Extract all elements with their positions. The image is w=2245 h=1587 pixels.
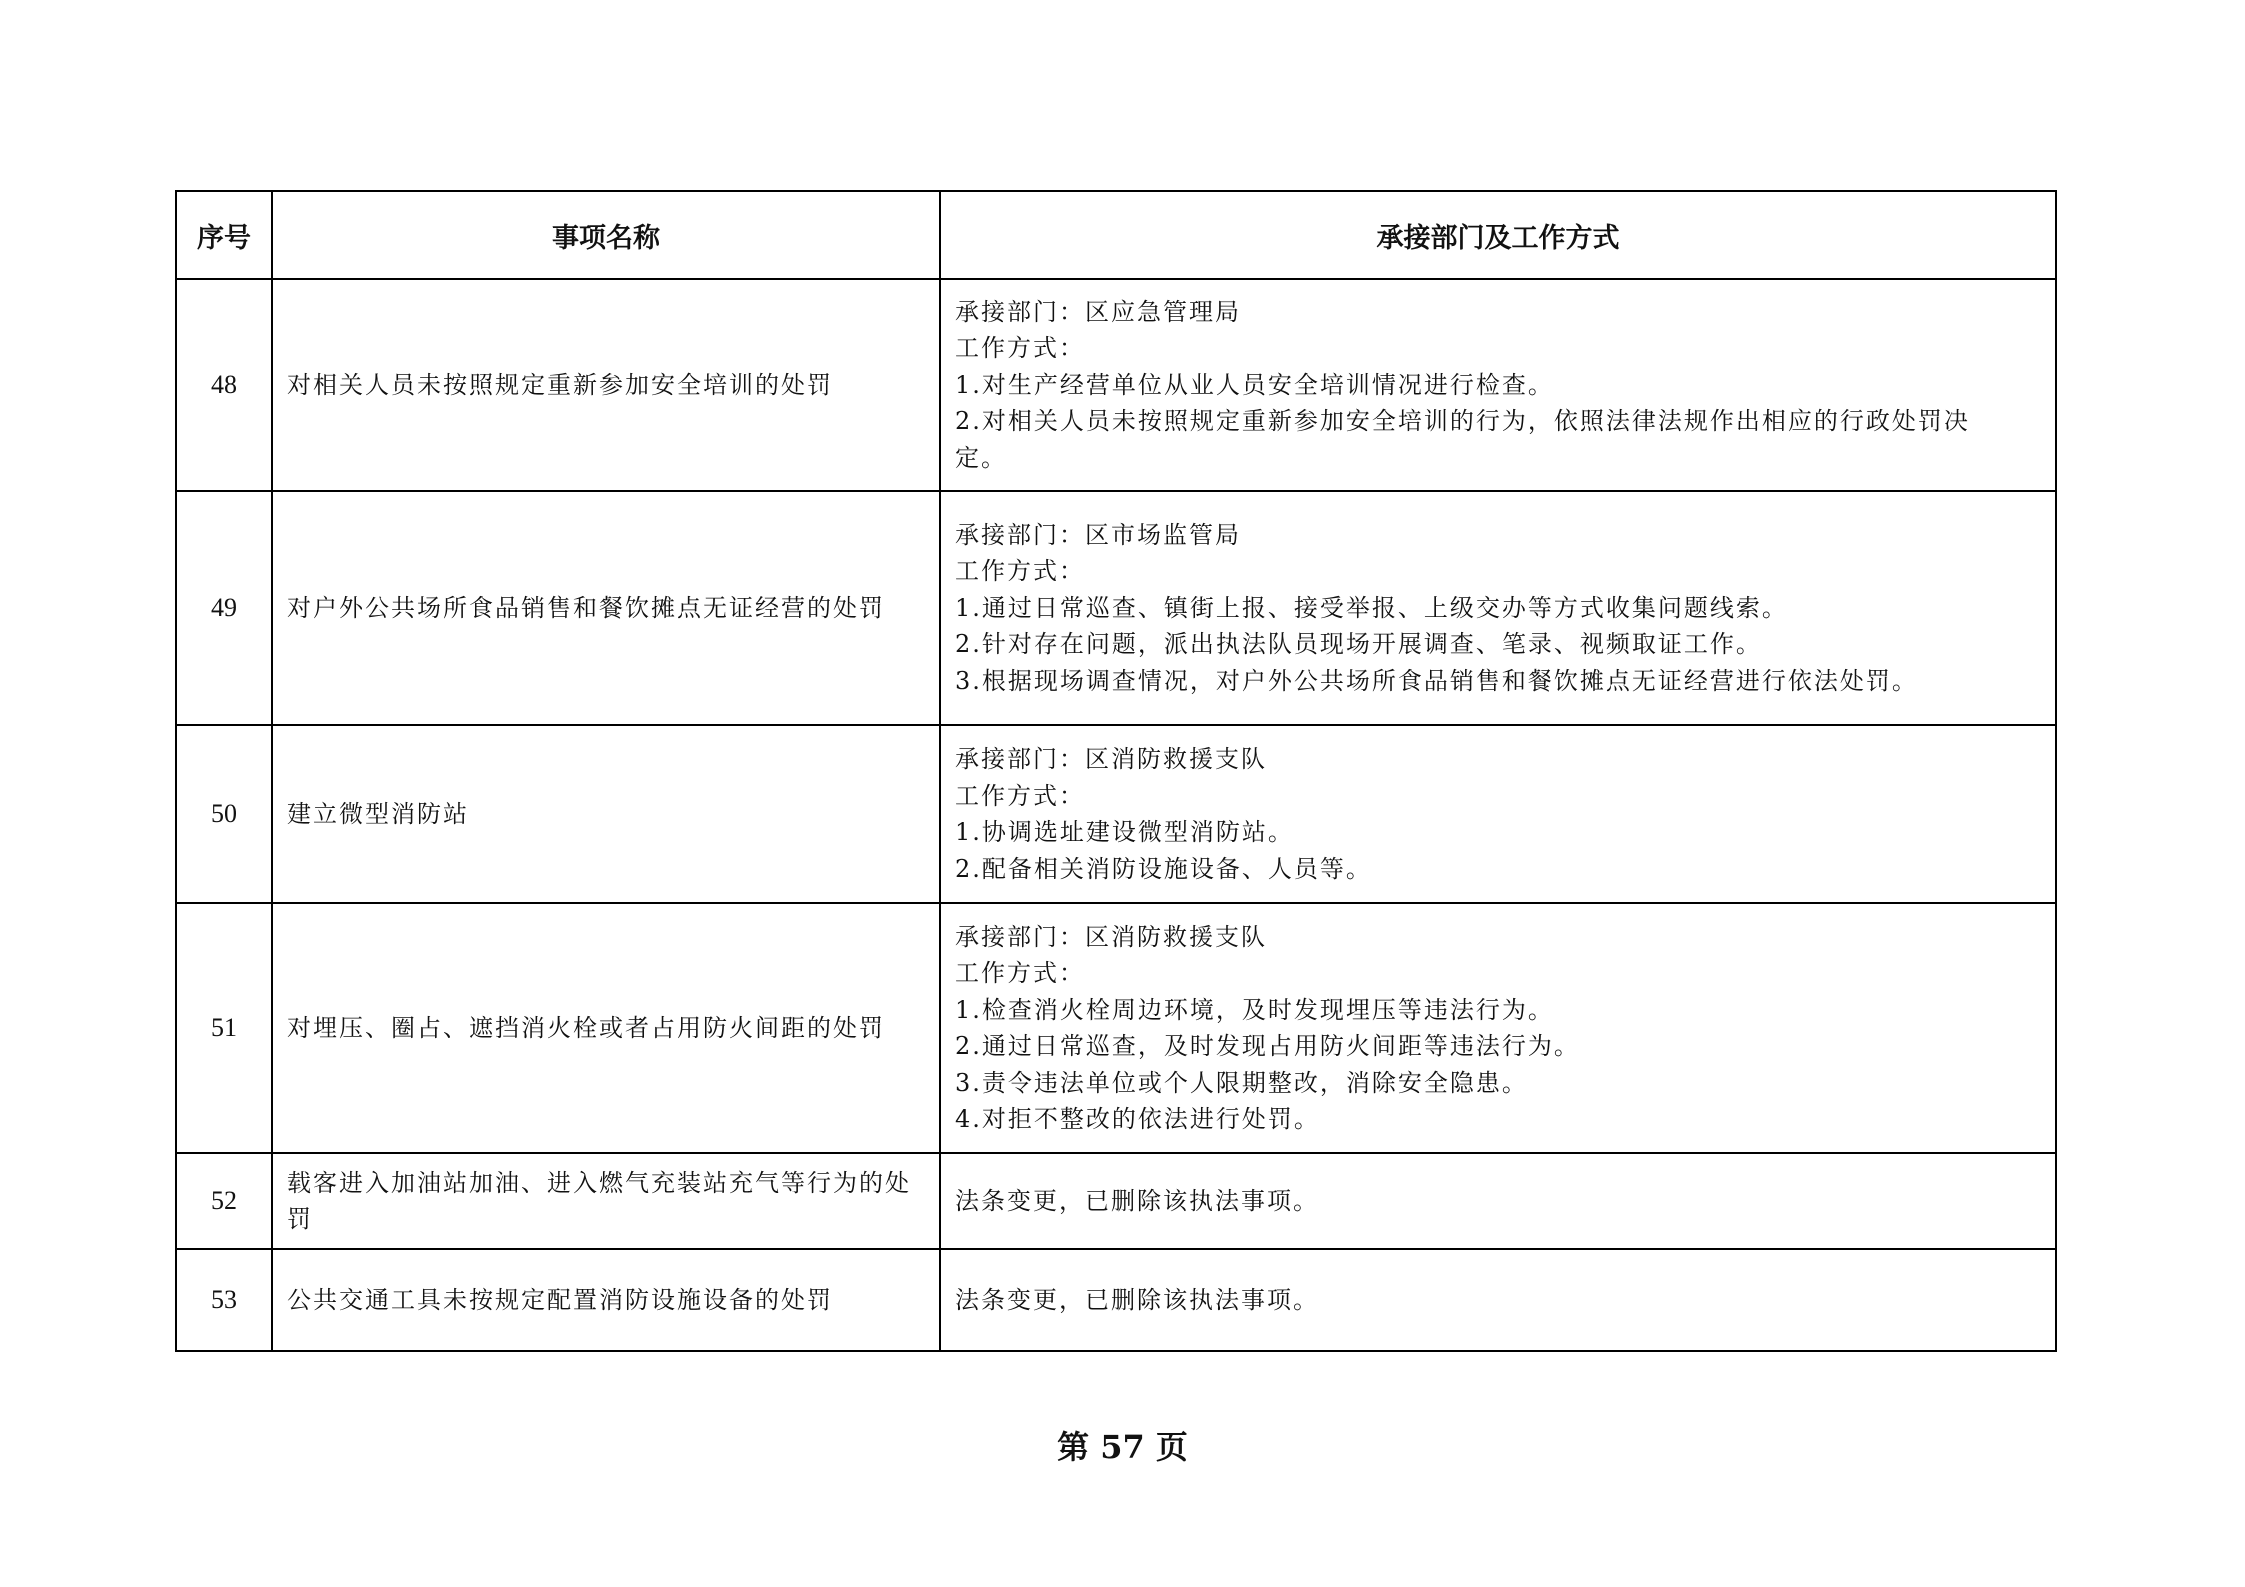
table-row bbox=[176, 725, 2056, 903]
row-serial-number: 53 bbox=[176, 1249, 272, 1351]
row-department-and-method bbox=[940, 1153, 2056, 1249]
row-item-name: 建立微型消防站 bbox=[272, 725, 940, 903]
table-row bbox=[176, 491, 2056, 725]
row-serial-number: 48 bbox=[176, 279, 272, 491]
text-line: 工作方式： bbox=[955, 334, 1085, 363]
text-line: 3.根据现场调查情况，对户外公共场所食品销售和餐饮摊点无证经营进行依法处罚。 bbox=[955, 666, 1918, 695]
row-serial-number: 50 bbox=[176, 725, 272, 903]
row-item-name: 对户外公共场所食品销售和餐饮摊点无证经营的处罚 bbox=[272, 491, 940, 725]
text-line: 3.责令违法单位或个人限期整改，消除安全隐患。 bbox=[955, 1068, 1528, 1097]
text-line: 承接部门：区应急管理局 bbox=[955, 297, 1241, 326]
table-row bbox=[176, 1249, 2056, 1351]
table-row bbox=[176, 903, 2056, 1153]
text-line: 法条变更，已删除该执法事项。 bbox=[955, 1186, 1319, 1215]
row-item-name: 对相关人员未按照规定重新参加安全培训的处罚 bbox=[272, 279, 940, 491]
row-serial-number: 51 bbox=[176, 903, 272, 1153]
table-row bbox=[176, 1153, 2056, 1249]
enforcement-items-table bbox=[175, 190, 2057, 1352]
row-item-name: 公共交通工具未按规定配置消防设施设备的处罚 bbox=[272, 1249, 940, 1351]
table-row bbox=[176, 279, 2056, 491]
row-department-and-method bbox=[940, 279, 2056, 491]
text-line: 1.对生产经营单位从业人员安全培训情况进行检查。 bbox=[955, 370, 1554, 399]
row-item-name: 载客进入加油站加油、进入燃气充装站充气等行为的处罚 bbox=[272, 1153, 940, 1249]
text-line: 1.协调选址建设微型消防站。 bbox=[955, 818, 1294, 846]
text-line: 法条变更，已删除该执法事项。 bbox=[955, 1285, 1319, 1314]
header-item-name: 事项名称 bbox=[272, 191, 940, 279]
text-line: 工作方式： bbox=[955, 781, 1085, 810]
row-serial-number: 49 bbox=[176, 491, 272, 725]
row-department-and-method bbox=[940, 1249, 2056, 1351]
text-line: 2.对相关人员未按照规定重新参加安全培训的行为，依照法律法规作出相应的行政处罚决 bbox=[955, 407, 1970, 436]
text-line: 工作方式： bbox=[955, 959, 1085, 987]
text-line: 1.通过日常巡查、镇街上报、接受举报、上级交办等方式收集问题线索。 bbox=[955, 593, 1788, 622]
text-line: 承接部门：区消防救援支队 bbox=[955, 745, 1267, 773]
text-line: 2.针对存在问题，派出执法队员现场开展调查、笔录、视频取证工作。 bbox=[955, 630, 1762, 659]
row-department-and-method bbox=[940, 725, 2056, 903]
text-line: 定。 bbox=[955, 443, 1007, 472]
text-line: 2.配备相关消防设施设备、人员等。 bbox=[955, 854, 1372, 883]
header-department-and-method: 承接部门及工作方式 bbox=[940, 191, 2056, 279]
page-number: 第 57 页 bbox=[1057, 1428, 1188, 1466]
text-line: 承接部门：区市场监管局 bbox=[955, 520, 1241, 549]
text-line: 2.通过日常巡查，及时发现占用防火间距等违法行为。 bbox=[955, 1032, 1580, 1060]
row-department-and-method bbox=[940, 491, 2056, 725]
text-line: 4.对拒不整改的依法进行处罚。 bbox=[955, 1105, 1320, 1133]
text-line: 1.检查消火栓周边环境，及时发现埋压等违法行为。 bbox=[955, 995, 1554, 1024]
row-department-and-method bbox=[940, 903, 2056, 1153]
text-line: 工作方式： bbox=[955, 557, 1085, 586]
row-serial-number: 52 bbox=[176, 1153, 272, 1249]
row-item-name: 对埋压、圈占、遮挡消火栓或者占用防火间距的处罚 bbox=[272, 903, 940, 1153]
text-line: 承接部门：区消防救援支队 bbox=[955, 922, 1267, 951]
table-header-row bbox=[176, 191, 2056, 279]
header-serial-number: 序号 bbox=[176, 191, 272, 279]
